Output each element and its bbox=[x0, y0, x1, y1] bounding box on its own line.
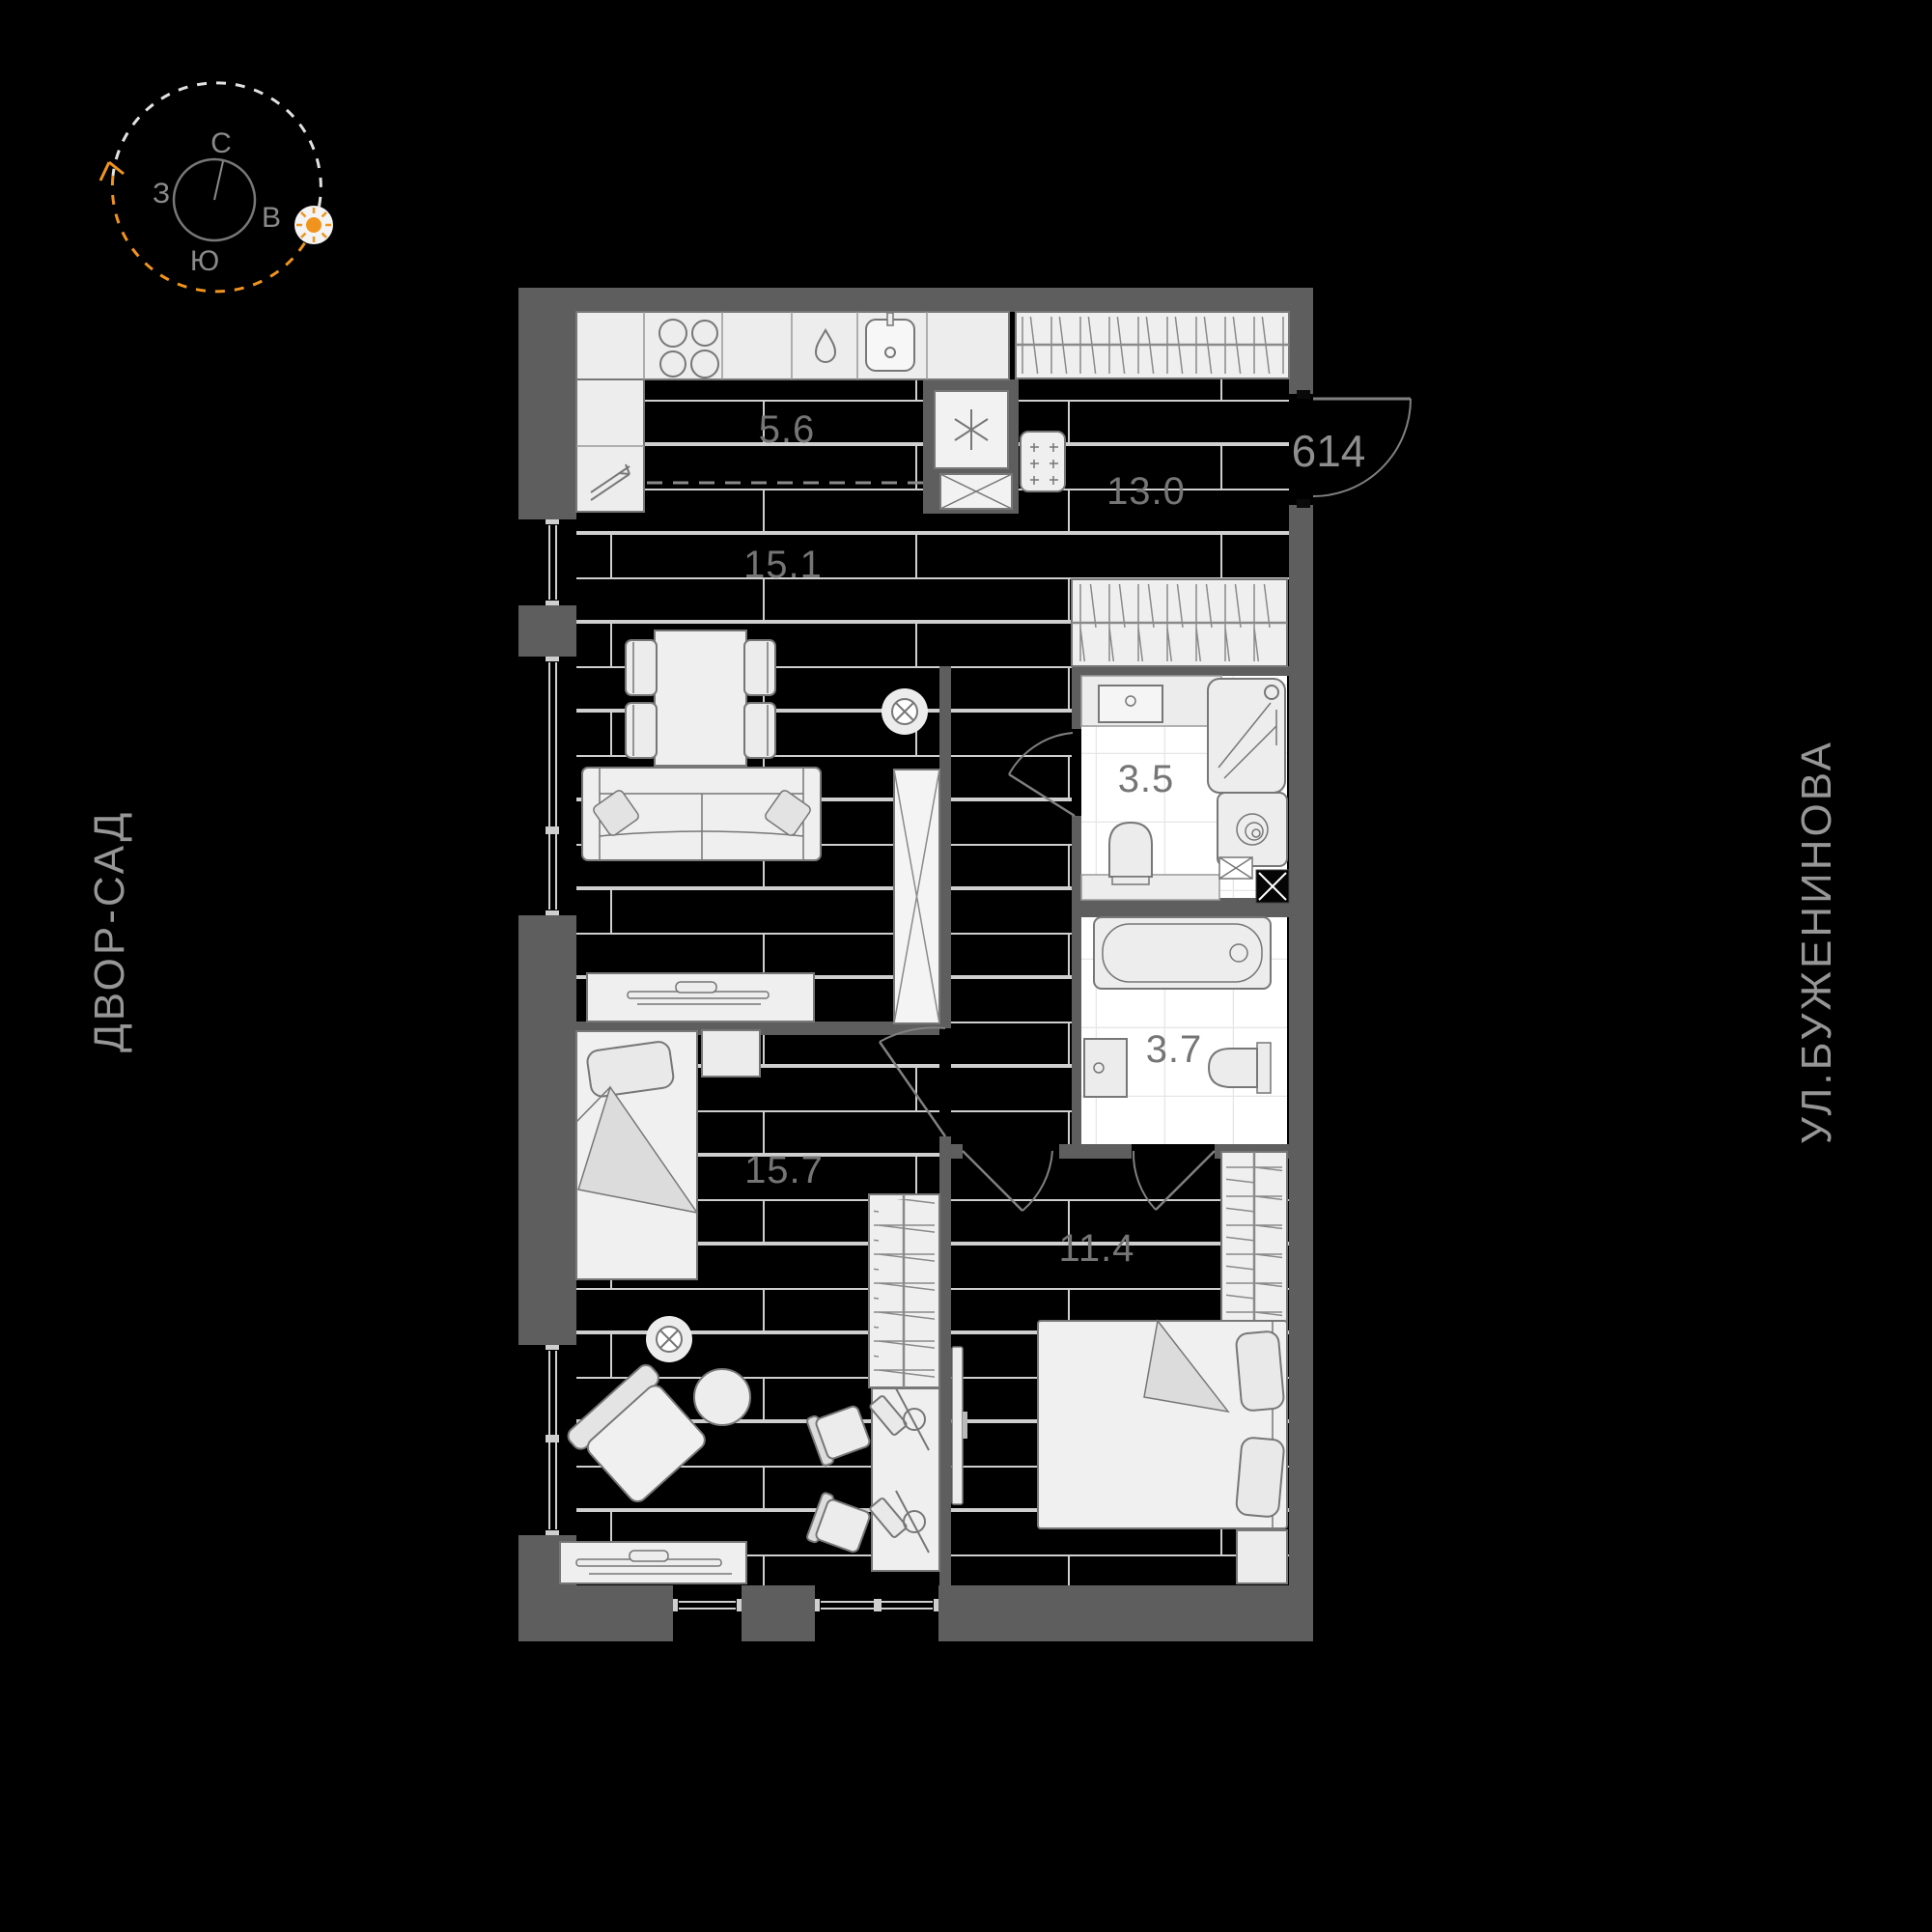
tv-stand-living bbox=[587, 973, 814, 1022]
pillow bbox=[1236, 1437, 1285, 1518]
ceiling-light-living-icon bbox=[882, 688, 928, 735]
sun-icon bbox=[294, 206, 333, 244]
label-hallway-area: 13.0 bbox=[1106, 470, 1186, 513]
hallway-floor-strip bbox=[1017, 579, 1072, 666]
window-opening-left-2 bbox=[518, 657, 576, 915]
wardrobe-corridor bbox=[1072, 579, 1287, 666]
washing-machine bbox=[1218, 793, 1287, 866]
window-opening-bottom-2 bbox=[815, 1585, 938, 1641]
label-kitchen-area: 5.6 bbox=[758, 408, 816, 451]
sofa bbox=[582, 768, 821, 860]
wall-bathroom-top bbox=[1072, 666, 1289, 676]
bathroom-sink bbox=[1081, 676, 1221, 726]
label-bedroom-right-area: 11.4 bbox=[1058, 1227, 1135, 1270]
wall-top bbox=[518, 288, 1313, 312]
cabinet-crossed bbox=[894, 770, 939, 1023]
ceiling-light-bedroom-icon bbox=[646, 1316, 692, 1362]
sink-icon bbox=[866, 313, 914, 371]
door-opening-bathroom-tub bbox=[1132, 1144, 1215, 1159]
door-opening-bedroom-right bbox=[963, 1144, 1059, 1159]
double-bed bbox=[1038, 1321, 1287, 1528]
wardrobe-bedroom-left bbox=[869, 1194, 939, 1387]
nightstand-right bbox=[1237, 1530, 1287, 1583]
street-label-right: УЛ.БУЖЕНИНОВА bbox=[1793, 739, 1840, 1144]
bathroom-sink-2 bbox=[1084, 1039, 1127, 1097]
dining-table bbox=[655, 630, 746, 766]
window-opening-left-1 bbox=[518, 519, 576, 605]
corridor-floor bbox=[951, 666, 1072, 1144]
door-opening-bathroom-shower bbox=[1072, 729, 1081, 816]
compass-east: В bbox=[261, 202, 282, 234]
label-bathroom-tub-area: 3.7 bbox=[1145, 1028, 1203, 1071]
tv-dresser-bedroom bbox=[560, 1542, 746, 1583]
bathtub bbox=[1094, 917, 1271, 989]
bathroom-bench bbox=[1081, 875, 1219, 900]
door-opening-bedroom-left bbox=[939, 1028, 951, 1136]
label-living-area: 15.1 bbox=[743, 544, 823, 586]
wardrobe-entry bbox=[1016, 312, 1289, 378]
toilet-tub-room bbox=[1209, 1043, 1271, 1093]
single-bed bbox=[576, 1031, 697, 1279]
shower-cabin bbox=[1208, 679, 1285, 793]
compass-south: Ю bbox=[189, 245, 220, 277]
hallway-pouf bbox=[1021, 432, 1065, 491]
utility-shaft bbox=[935, 391, 1012, 509]
wardrobe-bedroom-right bbox=[1221, 1152, 1287, 1323]
nightstand-left bbox=[702, 1030, 760, 1077]
window-opening-bottom-1 bbox=[673, 1585, 742, 1641]
label-bedroom-left-area: 15.7 bbox=[744, 1149, 824, 1191]
street-label-left: ДВОР-САД bbox=[86, 809, 133, 1052]
passage-floor bbox=[925, 512, 1017, 666]
pillow bbox=[1236, 1330, 1285, 1412]
compass-north: С bbox=[210, 127, 232, 159]
side-table bbox=[694, 1369, 750, 1425]
unit-number: 614 bbox=[1291, 426, 1366, 476]
desk bbox=[869, 1388, 939, 1571]
kitchen-counter bbox=[576, 312, 1009, 379]
label-bathroom-shower-area: 3.5 bbox=[1117, 758, 1175, 800]
compass-west: З bbox=[152, 178, 171, 210]
toilet-shower-room bbox=[1109, 823, 1152, 884]
